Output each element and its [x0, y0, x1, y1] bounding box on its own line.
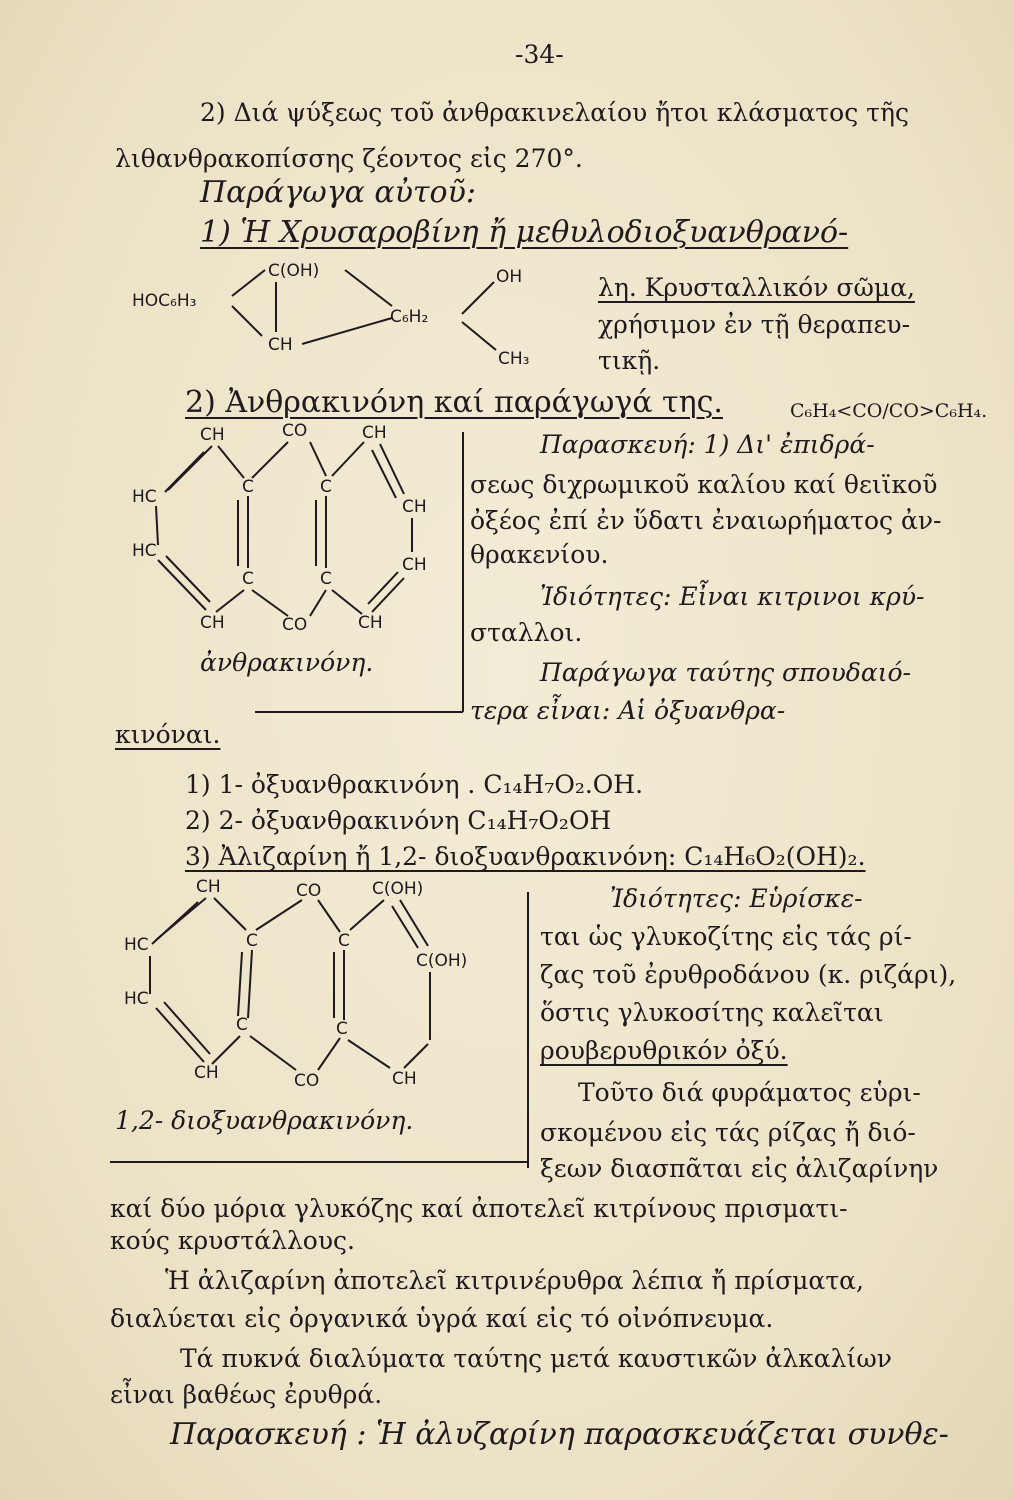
- text-line: Ἰδιότητες: Εἶναι κιτρινοι κρύ-: [540, 582, 925, 611]
- formula-group: C(OH): [372, 879, 424, 899]
- text-line: σκομένου εἰς τάς ρίζας ἤ διό-: [540, 1118, 916, 1147]
- text-line: χρήσιμον ἐν τῇ θεραπευ-: [598, 310, 911, 339]
- text-line: Τά πυκνά διαλύματα ταύτης μετά καυστικῶν ἀλκαλίων: [180, 1344, 892, 1373]
- text-line: Παρασκευή: 1) Δι' ἐπιδρά-: [540, 430, 875, 459]
- chrysarobin-structure: [132, 261, 529, 369]
- list-item: 2) 2- ὀξυανθρακινόνη C₁₄H₇O₂OH: [185, 806, 612, 835]
- formula-group: CO: [282, 615, 308, 635]
- alizarin-structure: [110, 877, 528, 1168]
- text-line: ξεων διασπᾶται εἰς ἀλιζαρίνην: [540, 1154, 939, 1183]
- list-item: 3) Ἀλιζαρίνη ἤ 1,2- διοξυανθρακινόνη: C₁₄H₆O₂(OH)₂.: [185, 842, 866, 871]
- formula-group: CH: [194, 1063, 219, 1083]
- text-line: 2) Διά ψύξεως τοῦ ἀνθρακινελαίου ἤτοι κλάσματος τῆς: [200, 98, 909, 127]
- formula-group: CH: [200, 425, 225, 445]
- text-line: κινόναι.: [115, 720, 221, 749]
- formula-group: C: [242, 569, 254, 589]
- formula-group: C(OH): [268, 261, 320, 281]
- caption-anthraquinone: ἀνθρακινόνη.: [200, 648, 374, 677]
- text-line: λιθανθρακοπίσσης ζέοντος εἰς 270°.: [115, 144, 583, 173]
- formula-group: CH: [362, 423, 387, 443]
- formula-group: CO: [296, 881, 322, 901]
- formula-group: CH: [268, 335, 293, 355]
- formula-group: OH: [496, 267, 523, 287]
- formula-group: CH: [200, 613, 225, 633]
- formula-group: HC: [124, 989, 149, 1009]
- page-number: -34-: [515, 40, 564, 69]
- caption-alizarin: 1,2- διοξυανθρακινόνη.: [115, 1106, 414, 1135]
- list-item: 1) 1- ὀξυανθρακινόνη . C₁₄H₇O₂.OH.: [185, 770, 644, 799]
- formula-group: C(OH): [416, 951, 468, 971]
- text-line: ται ὡς γλυκοζίτης εἰς τάς ρί-: [540, 922, 912, 951]
- text-line: Ἰδιότητες: Εὑρίσκε-: [610, 884, 863, 913]
- text-line: Τοῦτο διά φυράματος εὑρι-: [578, 1078, 921, 1107]
- formula-group: C: [320, 569, 332, 589]
- text-line: σταλλοι.: [470, 618, 583, 647]
- formula-group: HC: [132, 541, 157, 561]
- heading-chrysarobin: 1) Ἡ Χρυσαροβίνη ἤ μεθυλοδιοξυανθρανό-: [200, 215, 849, 250]
- text-line: καί δύο μόρια γλυκόζης καί ἀποτελεῖ κιτρίνους πρισματι-: [110, 1194, 848, 1223]
- formula-group: CH: [358, 613, 383, 633]
- text-line: τικῇ.: [598, 346, 661, 375]
- text-line: ὅστις γλυκοσίτης καλεῖται: [540, 998, 884, 1027]
- text-line: Παρασκευή : Ἡ ἀλυζαρίνη παρασκευάζεται συνθε-: [170, 1417, 949, 1452]
- text-line: σεως διχρωμικοῦ καλίου καί θειϊκοῦ: [470, 470, 938, 499]
- formula-group: CH: [402, 497, 427, 517]
- formula-group: HOC₆H₃: [132, 291, 197, 311]
- text-line: εἶναι βαθέως ἐρυθρά.: [110, 1380, 383, 1409]
- heading-derivatives: Παράγωγα αὐτοῦ:: [200, 175, 476, 210]
- formula-group: CH: [196, 877, 221, 897]
- formula-group: CO: [294, 1071, 320, 1091]
- text-line: ὀξέος ἐπί ἐν ὕδατι ἐναιωρήματος ἀν-: [470, 506, 942, 535]
- anthraquinone-structure: [132, 421, 463, 712]
- formula-group: HC: [124, 935, 149, 955]
- text-line: τερα εἶναι: Αἱ ὀξυανθρα-: [470, 696, 786, 725]
- formula: C₆H₄<CO/CO>C₆H₄.: [790, 400, 988, 422]
- formula-group: CO: [282, 421, 308, 441]
- formula-group: C₆H₂: [390, 307, 429, 327]
- text-line: ρουβερυθρικόν ὀξύ.: [540, 1036, 788, 1065]
- formula-group: C: [320, 477, 332, 497]
- formula-group: C: [242, 477, 254, 497]
- formula-group: C: [338, 931, 350, 951]
- text-line: διαλύεται εἰς ὀργανικά ὑγρά καί εἰς τό οἰνόπνευμα.: [110, 1304, 774, 1333]
- formula-group: C: [236, 1015, 248, 1035]
- formula-group: CH₃: [498, 349, 530, 369]
- text-line: ζας τοῦ ἐρυθροδάνου (κ. ριζάρι),: [540, 960, 957, 989]
- formula-group: C: [246, 931, 258, 951]
- text-line: θρακενίου.: [470, 540, 609, 569]
- formula-group: CH: [402, 555, 427, 575]
- text-line: λη. Κρυσταλλικόν σῶμα,: [598, 273, 915, 302]
- heading-anthraquinone: 2) Ἀνθρακινόνη καί παράγωγά της.: [185, 385, 723, 420]
- formula-group: C: [336, 1019, 348, 1039]
- formula-group: HC: [132, 487, 157, 507]
- text-line: Παράγωγα ταύτης σπουδαιό-: [540, 658, 912, 687]
- text-line: κούς κρυστάλλους.: [110, 1226, 356, 1255]
- formula-group: CH: [392, 1069, 417, 1089]
- text-line: Ἡ ἀλιζαρίνη ἀποτελεῖ κιτρινέρυθρα λέπια ἤ πρίσματα,: [165, 1266, 864, 1295]
